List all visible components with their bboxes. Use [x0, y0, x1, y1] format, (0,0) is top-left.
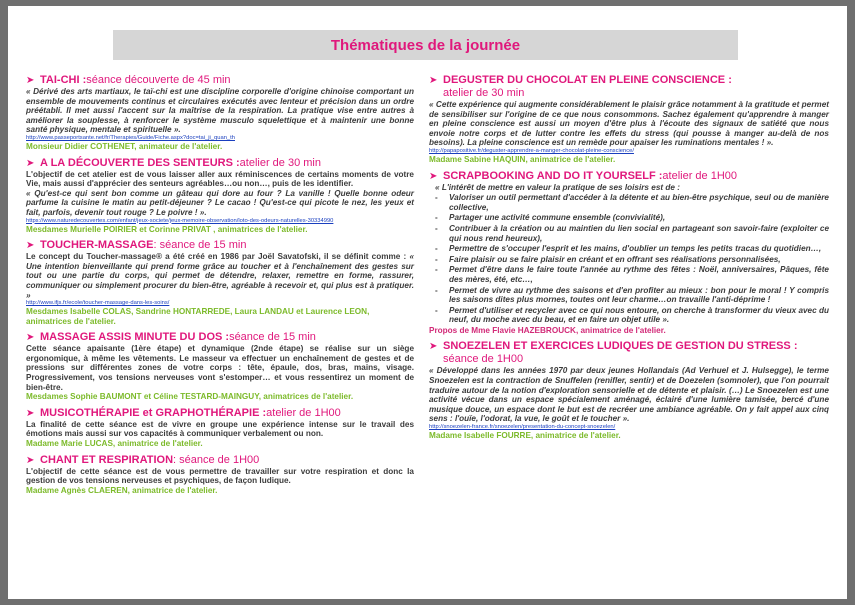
list-item: - Valoriser un outil permettant d'accéder à la détente et au bien-être psychique, seul ou de manière collective, — [449, 193, 829, 212]
source-link[interactable]: http://snoezelen-france.fr/snoezelen/presentation-du-concept-snoezelen/ — [429, 424, 616, 431]
arrow-icon: ➤ — [26, 75, 35, 86]
list-item: - Permet de vivre au rythme des saisons et d'en profiter au mieux : bon pour le moral ! Y compris les saisons dites plus mornes, toutes ont leur charme…on travaille l'anti-déprime ! — [449, 286, 829, 305]
list-item: - Contribuer à la création ou au maintien du lien social en partageant son savoir-faire (exploiter ce qui nous rend heureux), — [449, 224, 829, 243]
arrow-icon: ➤ — [26, 332, 35, 344]
section-heading: TOUCHER-MASSAGE — [40, 239, 154, 252]
facilitator-credit: Madame Marie LUCAS, animatrice de l'atelier. — [26, 439, 203, 449]
section-subheading: séance de 1H00 — [443, 353, 524, 366]
section-subheading: : séance de 15 min — [153, 239, 247, 252]
right-column — [429, 74, 829, 446]
source-link[interactable]: http://www.passeportsante.net/fr/Therapies/Guide/Fiche.aspx?doc=tai_ji_quan_th — [26, 134, 235, 141]
arrow-icon: ➤ — [26, 157, 35, 169]
section-subheading: atelier de 1H00 — [266, 406, 341, 419]
section-subheading: séance de 15 min — [229, 331, 316, 344]
facilitator-credit: Madame Sabine HAQUIN, animatrice de l'atelier. — [429, 154, 616, 164]
section-heading: SCRAPBOOKING AND DO IT YOURSELF : — [443, 169, 663, 182]
list-item: - Partager une activité commune ensemble (convivialité), — [449, 213, 829, 223]
facilitator-credit: Mesdames Murielle POIRIER et Corinne PRIVAT , animatrices de l'atelier. — [26, 224, 308, 234]
section-subheading: : séance de 1H00 — [173, 453, 260, 466]
arrow-icon: ➤ — [26, 407, 35, 419]
section-scrapbooking — [429, 170, 829, 336]
section-quote: « Qu'est-ce qui sent bon comme un gâteau qui dore au four ? La vanille ! Quelle bonne odeur parfume la cuisine le matin au petit-déjeuner ? Le cacao ! Qu'est-ce qui picote le nez, les yeux et fait, parfois, devenir tout rouge ? Le poivre ! ». — [26, 188, 414, 217]
left-column — [26, 74, 414, 500]
section-heading: TAI-CHI : — [40, 74, 87, 86]
arrow-icon: ➤ — [429, 341, 438, 353]
list-item: - Permet d'utiliser et recycler avec ce qui nous entoure, on cherche à transformer du vieux avec du neuf, du moche avec du beau, et en faire un objet utile ». — [449, 306, 829, 325]
facilitator-credit: Mesdames Sophie BAUMONT et Céline TESTARD-MAINGUY, animatrices de l'atelier. — [26, 392, 354, 402]
source-link[interactable]: http://papapositive.fr/deguster-apprendre-a-manger-chocolat-pleine-conscience/ — [429, 147, 634, 154]
section-quote: « Une intention bienveillante qui prend forme grâce au toucher et à l'enchaînement des gestes sur tout ou une partie du corps, qui permet de détendre, relaxer, remettre en forme, rassurer, communiquer ou simplement procurer du bien-être, agréable à recevoir et, qui plus est à pratiquer. » — [26, 252, 415, 300]
section-senteurs — [26, 157, 414, 235]
section-chocolat — [429, 74, 829, 165]
facilitator-credit: Monsieur Didier COTHENET, animateur de l'atelier. — [26, 141, 223, 151]
section-body: Cette séance apaisante (1ère étape) et dynamique (2nde étape) se réalise sur un siège ergonomique, à même les vêtements. Le masseur va effectuer un enchaînement de gestes et de pressions sur différentes zones de votre corps : tête, épaule, dos, bras, mains, visage. Progressivement, vos tensions nerveuses vont s'estomper… et vous ressentirez un moment de bien-être. — [26, 344, 414, 392]
section-toucher-massage — [26, 239, 414, 326]
section-heading: MUSICOTHÉRAPIE et GRAPHOTHÉRAPIE : — [40, 406, 267, 419]
list-item: - Faire plaisir ou se faire plaisir en créant et en offrant ses réalisations personnalisées, — [449, 255, 829, 265]
list-item: - Permet d'être dans le faire toute l'année au rythme des fêtes : Noël, anniversaires, Pâques, fête des mères, été, etc…, — [449, 265, 829, 284]
section-quote: « Développé dans les années 1970 par deux jeunes Hollandais (Ad Verhuel et J. Hulsegge), le terme Snoezelen est la contraction de Snuffelen (renifler, sentir) et de Doezelen (somnoler), que l'on pourrait traduire autour de la notion d'exploration sensorielle et de détente et plaisir. (…) Le Snoezelen est une activité vécue dans un espace spécialement aménagé, éclairé d'une lumière tamisée, bercé d'une musique douce, un espace dont le but est de recréer une ambiance agréable. On y fait appel aux cinq sens : l'ouïe, l'odorat, la vue, le goût et le toucher ». — [429, 366, 829, 424]
section-heading: DEGUSTER DU CHOCOLAT EN PLEINE CONSCIENCE : — [443, 74, 732, 86]
source-link[interactable]: https://www.naturedecouvertes.com/enfant/jeux-societe/jeux-memoire-observation/loto-des-odeurs-naturelles-30334990 — [26, 217, 334, 224]
facilitator-credit: Madame Agnès CLAEREN, animatrice de l'atelier. — [26, 485, 218, 495]
arrow-icon: ➤ — [26, 454, 35, 466]
section-subheading: atelier de 30 min — [239, 156, 321, 169]
section-chant-respiration — [26, 454, 414, 496]
facilitator-credit: Madame Isabelle FOURRE, animatrice de l'atelier. — [429, 431, 621, 441]
section-heading: A LA DÉCOUVERTE DES SENTEURS : — [40, 156, 240, 169]
section-subheading: atelier de 30 min — [443, 87, 525, 99]
section-body: L'objectif de cette séance est de vous permettre de travailler sur votre respiration et donc la gestion de vos tensions nerveuses et psychiques, de façon ludique. — [26, 466, 414, 486]
arrow-icon: ➤ — [429, 170, 438, 182]
benefits-list — [429, 193, 829, 325]
document-page — [8, 6, 847, 599]
section-body: L'objectif de cet atelier est de vous laisser aller aux réminiscences de certains moments de votre Vie, mais aussi d'apprécier des senteurs agréables…ou non…, puis de les identifier. — [26, 169, 414, 189]
section-heading: MASSAGE ASSIS MINUTE DU DOS : — [40, 331, 230, 344]
section-subheading: atelier de 1H00 — [662, 169, 738, 182]
source-link[interactable]: http://www.ifjs.fr/ecole/toucher-massage-dans-les-soins/ — [26, 300, 170, 307]
section-tai-chi — [26, 74, 414, 152]
section-body: La finalité de cette séance est de vivre en groupe une expérience intense sur le travail des émotions mais aussi sur vos capacités à communiquer verbalement ou non. — [26, 419, 414, 439]
page-title: Thématiques de la journée — [330, 36, 521, 54]
section-massage-assis — [26, 331, 414, 402]
title-banner — [113, 30, 738, 60]
arrow-icon: ➤ — [429, 75, 438, 86]
facilitator-credit: Propos de Mme Flavie HAZEBROUCK, animatrice de l'atelier. — [429, 325, 666, 335]
section-intro: « L'intérêt de mettre en valeur la pratique de ses loisirs est de : — [435, 182, 680, 192]
section-snoezelen — [429, 340, 829, 440]
section-musicotherapie — [26, 407, 414, 449]
section-heading: SNOEZELEN ET EXERCICES LUDIQUES DE GESTION DU STRESS : — [443, 340, 798, 353]
section-quote: « Dérivé des arts martiaux, le taï-chi est une discipline corporelle d'origine chinoise comportant un ensemble de mouvements continus et circulaires exécutés avec lenteur et précision dans un ordre préétabli. Il met aussi l'accent sur la maîtrise de la respiration. La pratique vise entre autres à améliorer la souplesse, à renforcer le système musculo squelettique et à maintenir une bonne santé physique, mentale et spirituelle ». — [26, 87, 414, 135]
section-body: Le concept du Toucher-massage® a été créé en 1986 par Joël Savatofski, il se définit comme : — [26, 252, 407, 262]
arrow-icon: ➤ — [26, 240, 35, 252]
section-heading: CHANT ET RESPIRATION — [40, 453, 174, 466]
section-quote: « Cette expérience qui augmente considérablement le plaisir grâce notamment à la gratitude et permet de sensibiliser sur l'origine de ce que nous consommons. Sachez également qu'apprendre à manger en pleine conscience est aussi un moyen d'être plus à l'écoute des signaux de satiété que nous envoie notre corps et de lutter contre les effets du stress (qui pousse à manger au-delà de nos besoins). La pleine conscience est un remède pour apaiser les ruminations mentales ! ». — [429, 100, 829, 148]
section-subheading: séance découverte de 45 min — [86, 74, 231, 86]
facilitator-credit: Mesdames Isabelle COLAS, Sandrine HONTARREDE, Laura LANDAU et Laurence LEON, animatrices de l'atelier. — [26, 307, 370, 326]
list-item: - Permettre de s'occuper l'esprit et les mains, d'oublier un temps les petits tracas du quotidien…, — [449, 244, 829, 254]
